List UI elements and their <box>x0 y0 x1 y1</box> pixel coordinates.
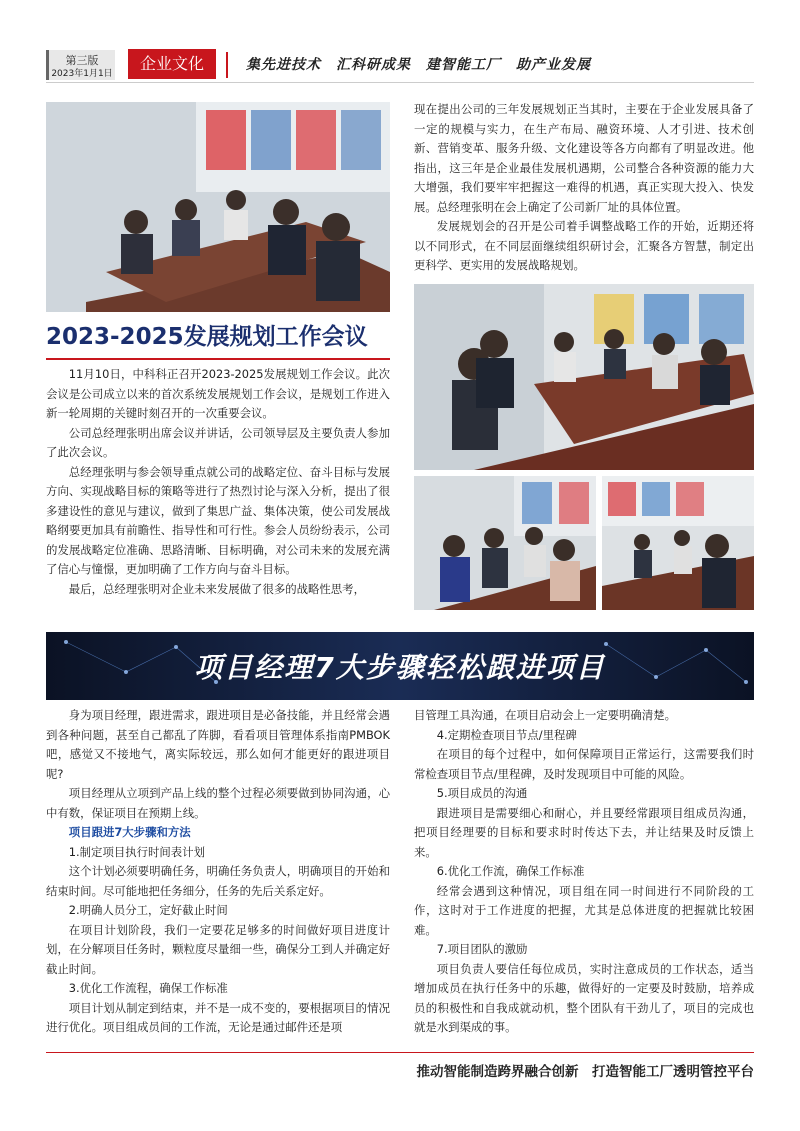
step-title: 3.优化工作流程，确保工作标准 <box>68 981 228 995</box>
step-text: 项目负责人要信任每位成员，实时注意成员的工作状态，适当增加成员在执行任务中的乐趣，做得好的一定要及时鼓励，培养成员的积极性和自我成就动机，整个团队有干劲儿了，项目的完成也就是水到渠成的事。 <box>414 961 754 1034</box>
article1-paragraph: 最后，总经理张明对企业未来发展做了很多的战略性思考， <box>68 581 365 596</box>
footer-slogan: 推动智能制造跨界融合创新 打造智能工厂透明管控平台 <box>416 1064 754 1080</box>
article1-left-column <box>46 365 390 599</box>
edition-date: 2023年1月1日 <box>51 69 113 79</box>
method-heading: 项目跟进7大步骤和方法 <box>68 825 191 839</box>
step-text: 在项目的每个过程中，如何保障项目正常运行，这需要我们时常检查项目节点/里程碑，及时发现项目中可能的风险。 <box>414 747 754 781</box>
article2-paragraph: 目管理工具沟通，在项目启动会上一定要明确清楚。 <box>414 708 676 722</box>
article1-paragraph: 总经理张明与参会领导重点就公司的战略定位、奋斗目标与发展方向、实现战略目标的策略等进行了热烈讨论与深入分析，提出了很多建设性的意见与建议，做到了集思广益、集体决策，使公司发展战略纲要更加具有前瞻性、指导性和可行性。参会人员纷纷表示，公司的发展战略定位准确、思路清晰、目标明确，对公司未来的发展充满了信心与憧憬，更加明确了工作方向与奋斗目标。 <box>46 464 390 576</box>
article2-title: 项目经理7大步骤轻松跟进项目 <box>194 651 606 684</box>
edition-box <box>46 50 115 80</box>
edition-label: 第三版 <box>65 54 99 67</box>
article2-paragraph: 项目经理从立项到产品上线的整个过程必须要做到协同沟通，心中有数，保证项目在预期上线。 <box>46 786 390 820</box>
meeting-photo-1 <box>46 102 390 312</box>
section-tag: 企业文化 <box>128 49 216 79</box>
step-title: 5.项目成员的沟通 <box>436 786 528 800</box>
step-title: 7.项目团队的激励 <box>436 942 528 956</box>
article1-paragraph: 发展规划会的召开是公司着手调整战略工作的开始，近期还将以不同形式，在不同层面继续组织研讨会，汇聚各方智慧，制定出更科学、更实用的发展战略规划。 <box>414 219 754 272</box>
step-text: 经常会遇到这种情况，项目组在同一时间进行不同阶段的工作，这时对于工作进度的把握，尤其是总体进度的把握就比较困难。 <box>414 883 754 937</box>
step-text: 在项目计划阶段，我们一定要花足够多的时间做好项目进度计划，在分解项目任务时，颗粒度尽量细一些，确保分工到人并确定好截止时间。 <box>46 922 390 976</box>
meeting-photo-4 <box>602 476 754 610</box>
header-divider <box>226 52 228 78</box>
step-text: 这个计划必须要明确任务，明确任务负责人，明确项目的开始和结束时间。尽可能地把任务细分，任务的先后关系定好。 <box>46 864 390 898</box>
step-title: 1.制定项目执行时间表计划 <box>68 844 205 859</box>
step-title: 6.优化工作流，确保工作标准 <box>436 864 585 878</box>
meeting-photo-2 <box>414 284 754 470</box>
article2-left-column <box>46 706 390 1038</box>
article2-paragraph: 身为项目经理，跟进需求，跟进项目是必备技能，并且经常会遇到各种问题，甚至自己都乱了阵脚，看看项目管理体系指南PMBOK吧，感觉又不接地气，离实际较远，那么如何才能更好的跟进项目呢? <box>46 708 390 781</box>
article1-title: 2023-2025发展规划工作会议 <box>46 324 368 350</box>
article1-paragraph: 公司总经理张明出席会议并讲话，公司领导层及主要负责人参加了此次会议。 <box>46 425 390 459</box>
article2-right-column <box>414 706 754 1038</box>
footer-rule <box>46 1052 754 1053</box>
step-text: 跟进项目是需要细心和耐心，并且要经常跟项目组成员沟通，把项目经理要的目标和要求时时传达下去，并让结果及时反馈上来。 <box>414 805 754 859</box>
article1-right-column <box>414 100 754 276</box>
step-text: 项目计划从制定到结束，并不是一成不变的，要根据项目的情况进行优化。项目组成员间的工作流，无论是通过邮件还是项 <box>46 1000 390 1034</box>
header-slogan: 集先进技术 汇科研成果 建智能工厂 助产业发展 <box>246 57 591 73</box>
step-title: 4.定期检查项目节点/里程碑 <box>436 727 577 742</box>
step-title: 2.明确人员分工，定好截止时间 <box>68 903 228 917</box>
header-rule <box>46 82 754 83</box>
article1-title-rule <box>46 358 390 360</box>
article1-paragraph: 现在提出公司的三年发展规划正当其时，主要在于企业发展具备了一定的规模与实力，在生产布局、融资环境、人才引进、技术创新、营销变革、服务升级、文化建设等各方向都有了明显改进。他指出，这三年是企业最佳发展机遇期，公司整合各种资源的能力大大增强，我们要牢牢把握这一难得的机遇，真正实现大投入、快发展。总经理张明在会上确定了公司新厂址的具体位置。 <box>414 102 754 214</box>
meeting-photo-3 <box>414 476 596 610</box>
article2-banner <box>46 632 754 700</box>
article1-paragraph: 11月10日，中科科正召开2023-2025发展规划工作会议。此次会议是公司成立以来的首次系统发展规划工作会议，是规划工作进入新一轮周期的关键时刻召开的一次重要会议。 <box>46 367 390 420</box>
